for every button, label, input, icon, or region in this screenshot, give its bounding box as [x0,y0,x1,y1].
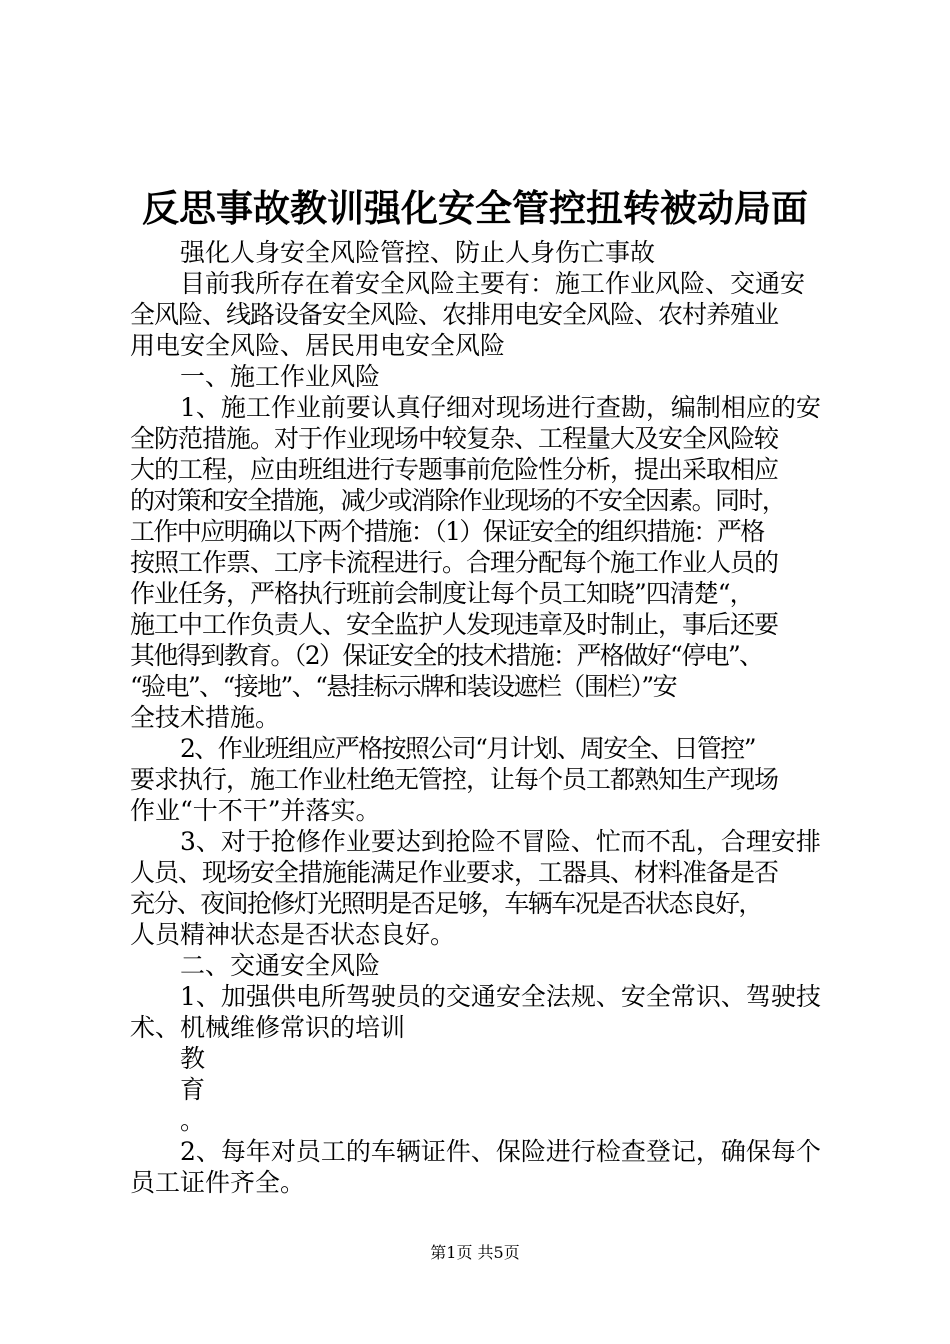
paragraph-line: “验电”、“接地”、“悬挂标示牌和装设遮栏（围栏）”安 [130,672,676,701]
document-body [130,237,830,1198]
paragraph-line: 3、对于抢修作业要达到抢险不冒险、忙而不乱，合理安排 [180,827,821,856]
paragraph-line: 教 [180,1044,206,1073]
paragraph-line: 育 [180,1075,206,1104]
paragraph-line: 全风险、线路设备安全风险、农排用电安全风险、农村养殖业 [130,300,779,329]
paragraph-line: 2、每年对员工的车辆证件、保险进行检查登记，确保每个 [180,1137,821,1166]
paragraph-line: 用电安全风险、居民用电安全风险 [130,331,506,360]
paragraph-line: 员工证件齐全。 [130,1168,306,1197]
paragraph-line: 1、施工作业前要认真仔细对现场进行查勘，编制相应的安 [180,393,821,422]
page-footer: 第1页 共5页 [430,1243,520,1262]
paragraph-line: 施工中工作负责人、安全监护人发现违章及时制止，事后还要 [130,610,779,639]
paragraph-line: 目前我所存在着安全风险主要有：施工作业风险、交通安 [180,269,806,298]
paragraph-line: 强化人身安全风险管控、防止人身伤亡事故 [180,238,656,267]
paragraph-line: 工作中应明确以下两个措施：（1）保证安全的组织措施：严格 [130,517,764,546]
paragraph-line: 大的工程，应由班组进行专题事前危险性分析，提出采取相应 [130,455,779,484]
paragraph-line: 人员精神状态是否状态良好。 [130,920,456,949]
paragraph-line: 的对策和安全措施，减少或消除作业现场的不安全因素。同时， [130,486,786,515]
paragraph-line: 充分、夜间抢修灯光照明是否足够，车辆车况是否状态良好， [130,889,762,918]
paragraph-line: 人员、现场安全措施能满足作业要求，工器具、材料准备是否 [130,858,779,887]
paragraph-line: 作业任务，严格执行班前会制度让每个员工知晓”四清楚“， [130,579,754,608]
paragraph-line: 1、加强供电所驾驶员的交通安全法规、安全常识、驾驶技 [180,982,821,1011]
paragraph-line: 全技术措施。 [130,703,281,732]
paragraph-line: 作业“十不干”并落实。 [130,796,381,825]
paragraph-line: 术、机械维修常识的培训 [130,1013,406,1042]
paragraph-line: 其他得到教育。（2）保证安全的技术措施：严格做好“停电”、 [130,641,763,670]
paragraph-line: 2、作业班组应严格按照公司“月计划、周安全、日管控” [180,734,755,763]
section-heading: 二、交通安全风险 [180,951,381,980]
paragraph-line: 要求执行，施工作业杜绝无管控，让每个员工都熟知生产现场 [130,765,779,794]
section-heading: 一、施工作业风险 [180,362,381,391]
paragraph-line: 按照工作票、工序卡流程进行。合理分配每个施工作业人员的 [130,548,779,577]
paragraph-line: 。 [180,1106,206,1135]
document-title: 反思事故教训强化安全管控扭转被动局面 [142,186,808,230]
paragraph-line: 全防范措施。对于作业现场中较复杂、工程量大及安全风险较 [130,424,779,453]
